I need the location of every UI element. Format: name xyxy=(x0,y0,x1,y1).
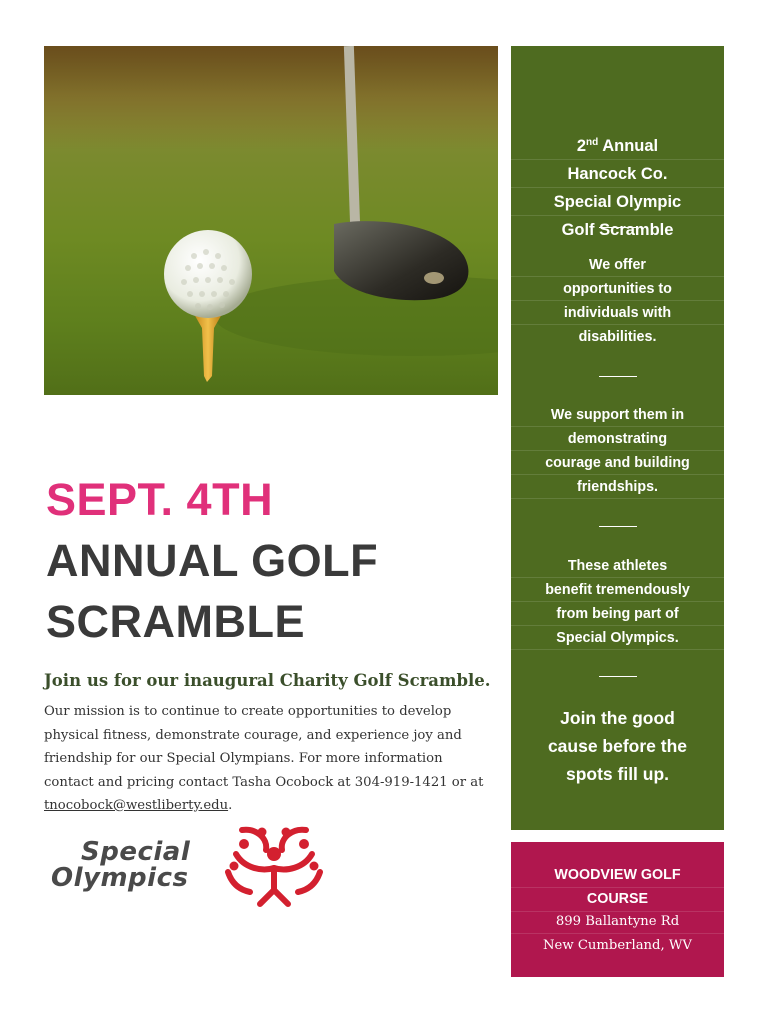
special-olympics-logo xyxy=(48,822,338,912)
address-line-2: New Cumberland, WV xyxy=(543,938,692,953)
divider xyxy=(599,526,637,527)
title-ordinal: 2 xyxy=(576,137,587,155)
logo-word-olympics: Olympics xyxy=(51,863,189,893)
offer-line-2: opportunities to xyxy=(511,277,724,301)
subheading: Join us for our inaugural Charity Golf Scramble. xyxy=(44,671,491,690)
golf-ball-on-tee-icon xyxy=(44,46,498,395)
venue-name-line-2: COURSE xyxy=(511,888,724,912)
event-date: SEPT. 4TH xyxy=(46,474,274,525)
page-title xyxy=(46,530,496,652)
divider xyxy=(599,227,637,228)
offer-line-1: We offer xyxy=(511,253,724,277)
info-sidebar xyxy=(511,46,724,830)
offer-line-4: disabilities. xyxy=(578,329,657,345)
support-line-2: demonstrating xyxy=(511,427,724,451)
title-line-1 xyxy=(511,132,724,160)
athletes-line-3: from being part of xyxy=(511,602,724,626)
call-to-action xyxy=(511,704,724,788)
title-line-2: Hancock Co. xyxy=(511,160,724,188)
mission-end: . xyxy=(228,798,233,813)
offer-line-3: individuals with xyxy=(511,301,724,325)
support-line-1: We support them in xyxy=(511,403,724,427)
venue-box xyxy=(511,842,724,977)
venue-address xyxy=(511,910,724,957)
logo-word-special: Special xyxy=(81,837,191,867)
support-line-3: courage and building xyxy=(511,451,724,475)
golf-photo xyxy=(44,46,498,395)
title-line-3: Special Olympic xyxy=(511,188,724,216)
contact-email-link[interactable]: tnocobock@westliberty.edu xyxy=(44,798,229,813)
title-ordinal-suffix: nd xyxy=(586,137,599,148)
venue-name xyxy=(511,864,724,912)
mission-text: Our mission is to continue to create opportunities to develop physical fitness, demonstrate courage, and experience joy and friendship for our Special Olympians. For more information contact and pricing contact Tasha Ocobock at 304-919-1421 or at xyxy=(44,704,484,790)
support-line-4: friendships. xyxy=(511,475,724,499)
address-line-1: 899 Ballantyne Rd xyxy=(511,910,724,934)
special-olympics-emblem-icon xyxy=(222,824,326,910)
mission-paragraph xyxy=(44,700,494,818)
cta-line-1: Join the good xyxy=(560,708,675,728)
athletes-line-4: Special Olympics. xyxy=(511,626,724,650)
title-annual: Annual xyxy=(598,137,659,155)
offer-block xyxy=(511,253,724,349)
support-block xyxy=(511,403,724,499)
athletes-block xyxy=(511,554,724,650)
athletes-line-2: benefit tremendously xyxy=(511,578,724,602)
title-line-4: Golf Scramble xyxy=(561,221,674,239)
headline-line-1: ANNUAL GOLF xyxy=(46,535,379,586)
cta-line-2: cause before the xyxy=(547,736,688,756)
divider xyxy=(599,676,637,677)
cta-line-3: spots fill up. xyxy=(565,764,670,784)
divider xyxy=(599,376,637,377)
venue-name-line-1: WOODVIEW GOLF xyxy=(511,864,724,888)
headline-line-2: SCRAMBLE xyxy=(46,596,305,647)
athletes-line-1: These athletes xyxy=(511,554,724,578)
